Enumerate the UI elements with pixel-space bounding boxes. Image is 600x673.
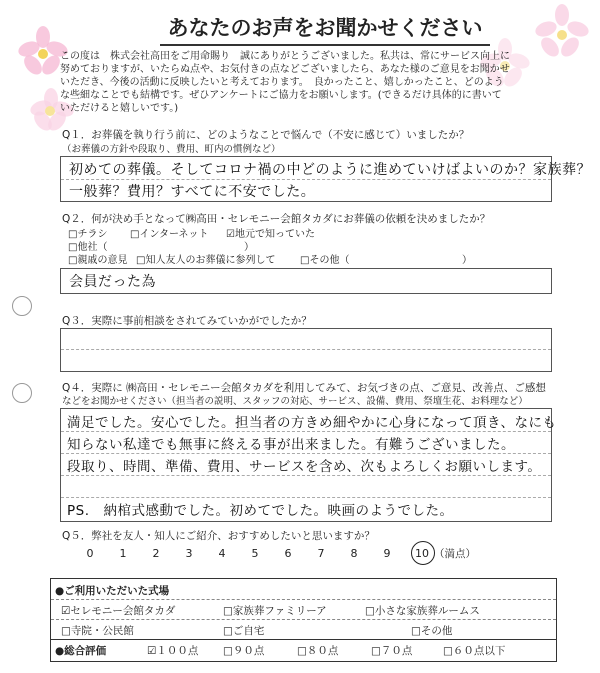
scale-8[interactable]: 8: [350, 547, 358, 560]
q5-question: Q５．弊社を友人・知人にご紹介、おすすめしたいと思いますか？: [62, 530, 375, 542]
q4-answer-line-3: 段取り、時間、準備、費用、サービスを含め、次もよろしくお願いします。: [67, 459, 542, 475]
q3-question: Q３．実際に事前相談をされてみていかがでしたか？: [62, 315, 312, 327]
q2-question: Q２．何が決め手となって㈱高田・セレモニー会館タカダにお葬儀の依頼を決めましたか？: [62, 213, 491, 225]
q3-answer-box[interactable]: [60, 328, 552, 372]
q2-answer: 会員だった為: [69, 274, 156, 290]
q2-option-other[interactable]: □その他（: [300, 255, 350, 266]
scale-5[interactable]: 5: [251, 547, 259, 560]
scale-6[interactable]: 6: [284, 547, 292, 560]
q1-question: Q１．お葬儀を執り行う前に、どのようなことで悩んで（不安に感じて）いましたか？: [62, 129, 470, 141]
q1-answer-line-2: 一般葬？費用？すべてに不安でした。: [69, 184, 316, 200]
q2-option-other-company-close: ）: [244, 242, 254, 253]
q2-option-flyer[interactable]: □チラシ: [68, 229, 108, 240]
scale-7[interactable]: 7: [317, 547, 325, 560]
venue-option-small-family[interactable]: □小さな家族葬ルームス: [365, 605, 480, 617]
rating-option-80[interactable]: □８０点: [297, 645, 339, 657]
punch-hole-top: [12, 296, 32, 316]
q2-option-other-company[interactable]: □他社（: [68, 242, 108, 253]
q2-answer-box[interactable]: [60, 268, 552, 294]
venue-option-family-funeral[interactable]: □家族葬ファミリーア: [223, 605, 327, 617]
q1-subtext: （お葬儀の方針や段取り、費用、町内の慣例など）: [62, 144, 281, 155]
venue-rating-table: [50, 578, 557, 662]
rating-option-90[interactable]: □９０点: [223, 645, 265, 657]
scale-0[interactable]: 0: [86, 547, 94, 560]
scale-9[interactable]: 9: [383, 547, 391, 560]
punch-hole-bottom: [12, 383, 32, 403]
q2-option-internet[interactable]: □インターネット: [130, 229, 209, 240]
q4-answer-line-5: PS. 納棺式感動でした。初めてでした。映画のようでした。: [67, 503, 454, 519]
q2-option-local[interactable]: ☑地元で知っていた: [226, 229, 315, 240]
rating-option-100[interactable]: ☑１００点: [147, 645, 199, 657]
scale-3[interactable]: 3: [185, 547, 193, 560]
q2-option-attended-funeral[interactable]: □知人友人のお葬儀に参列して: [136, 255, 276, 266]
venue-option-other[interactable]: □その他: [411, 625, 453, 637]
scale-4[interactable]: 4: [218, 547, 226, 560]
scale-1[interactable]: 1: [119, 547, 127, 560]
rating-option-60-below[interactable]: □６０点以下: [443, 645, 506, 657]
q4-answer-line-2: 知らない私達でも無事に終える事が出来ました。有難うございました。: [67, 437, 515, 453]
scale-2[interactable]: 2: [152, 547, 160, 560]
rating-label: ●総合評価: [55, 645, 107, 657]
venue-option-temple[interactable]: □寺院・公民館: [61, 625, 134, 637]
venue-option-ceremony-hall[interactable]: ☑セレモニー会館タカダ: [61, 605, 176, 617]
q4-answer-line-1: 満足でした。安心でした。担当者の方きめ細やかに心身になって頂き、なにも: [67, 415, 557, 431]
q4-question: Q４．実際に ㈱高田・セレモニー会館タカダを利用してみて、お気づきの点、ご意見、改善点、ご感想: [62, 382, 546, 394]
q1-answer-box[interactable]: [60, 156, 591, 202]
venue-option-home[interactable]: □ご自宅: [223, 625, 265, 637]
q2-option-relatives[interactable]: □親戚の意見: [68, 255, 128, 266]
q2-option-other-close: ）: [462, 255, 472, 266]
selected-score-circle: [411, 541, 435, 565]
q4-subtext: などをお聞かせください（担当者の説明、スタッフの対応、サービス、設備、費用、祭壇生花、お料理など）: [62, 396, 528, 407]
page-title: あなたのお声をお聞かせください: [160, 12, 490, 46]
q4-answer-box[interactable]: [60, 408, 557, 522]
q1-answer-line-1: 初めての葬儀。そしてコロナ禍の中どのように進めていけばよいのか？家族葬？: [69, 162, 591, 178]
venue-label: ●ご利用いただいた式場: [55, 585, 170, 597]
scale-suffix: （満点）: [434, 548, 476, 560]
scale-10[interactable]: 10: [415, 547, 429, 560]
intro-text: この度は 株式会社高田をご用命賜り 誠にありがとうございました。私共は、常にサービス向上に 努めておりますが、いたらぬ点や、お気付きの点などございましたら、あなた様のご意見をお聞かせ いただき、今後の活動に反映したいと考えております。 良かったこと、嬉しかったこと、どのよう な些細なことでも結構です。ぜひアンケートにご協力をお願いします。(できるだけ具体的に書いて いただけると嬉しいです。): [60, 51, 510, 114]
rating-option-70[interactable]: □７０点: [371, 645, 413, 657]
